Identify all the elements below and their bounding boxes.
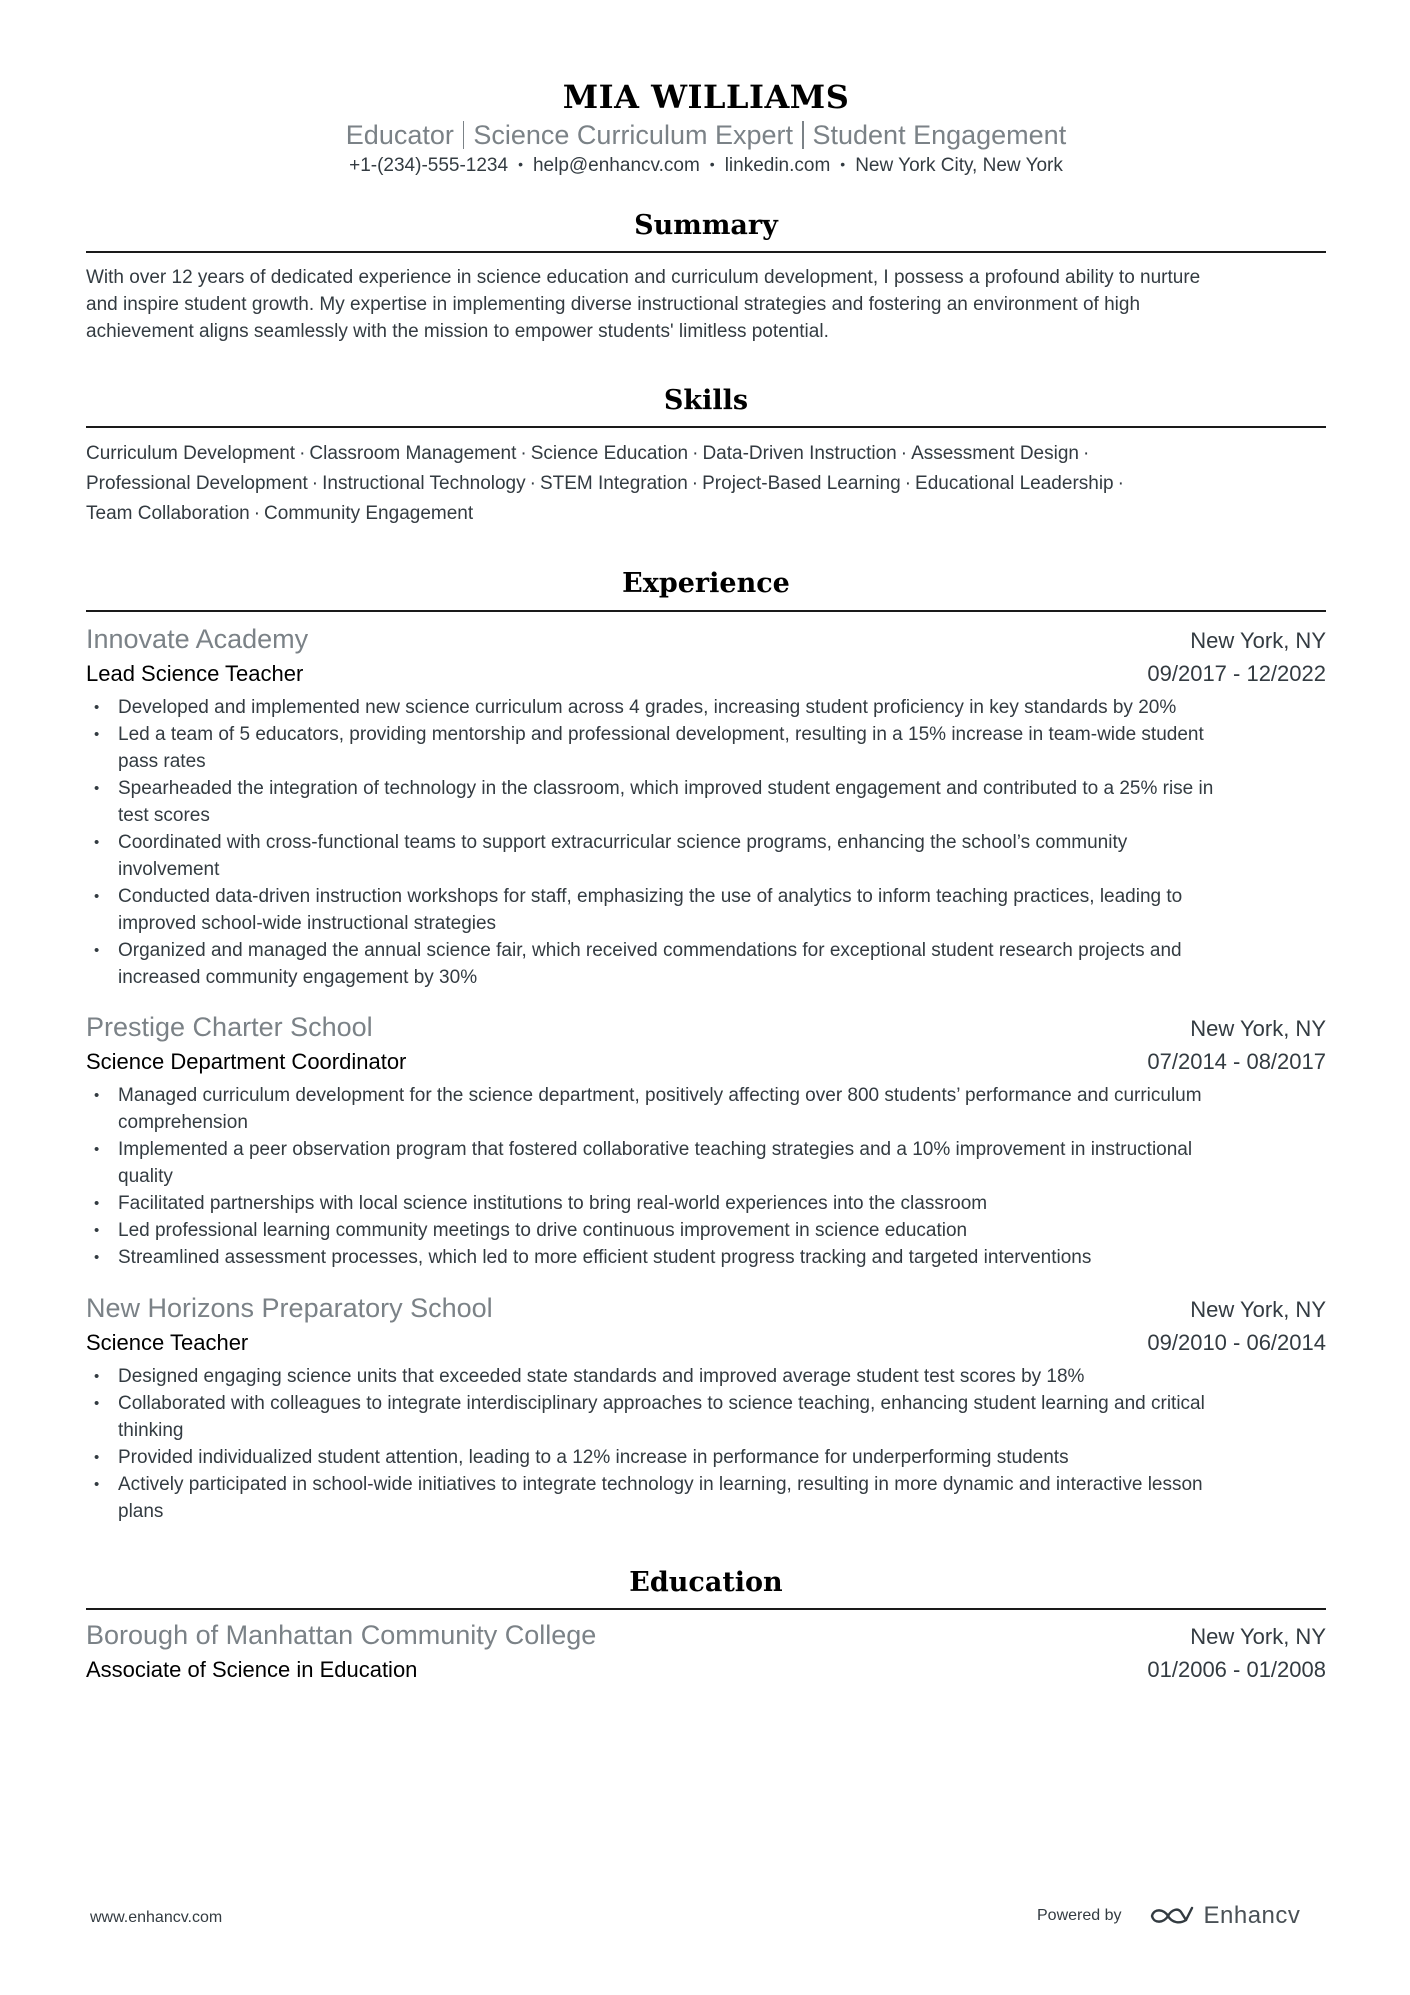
- entry-header: [86, 1010, 1326, 1046]
- skill-item: Project-Based Learning: [702, 473, 901, 494]
- skill-item: Science Education: [530, 443, 689, 464]
- achievement-item: • Actively participated in school-wide initiatives to integrate technology in learning, resulting in more dynamic and interactive lesson plans: [86, 1471, 1326, 1525]
- headline: [86, 118, 1326, 152]
- education-entry: [86, 1618, 1326, 1686]
- bullet-icon: •: [94, 1368, 100, 1385]
- skill-separator: ·: [529, 473, 536, 494]
- institution-name: Borough of Manhattan Community College: [86, 1620, 597, 1650]
- bullet-icon: •: [94, 1141, 100, 1158]
- job-title: Science Teacher: [86, 1330, 249, 1355]
- contact-phone[interactable]: +1-(234)-555-1234: [349, 155, 509, 176]
- section-title-summary: Summary: [634, 210, 778, 241]
- experience-entry: [86, 1291, 1326, 1525]
- entry-dates: 01/2006 - 01/2008: [1147, 1657, 1326, 1682]
- entry-location: New York, NY: [1190, 1016, 1326, 1041]
- entry-dates: 09/2017 - 12/2022: [1147, 661, 1326, 686]
- skills-line: [86, 439, 1326, 469]
- experience-entry: [86, 1010, 1326, 1271]
- section-divider: [86, 1608, 1326, 1610]
- headline-divider: [463, 121, 465, 149]
- entry-location: New York, NY: [1190, 1624, 1326, 1649]
- bullet-icon: •: [94, 834, 100, 851]
- skill-item: Classroom Management: [309, 443, 517, 464]
- section-title-experience: Experience: [622, 568, 790, 599]
- job-title: Science Department Coordinator: [86, 1049, 407, 1074]
- achievement-item: • Provided individualized student attention, leading to a 12% increase in performance for underperforming students: [86, 1444, 1326, 1471]
- contact-location: New York City, New York: [855, 155, 1063, 176]
- headline-item: Educator: [345, 120, 454, 150]
- skill-separator: ·: [311, 473, 319, 494]
- skill-item: Professional Development: [86, 473, 308, 494]
- skill-separator: ·: [299, 443, 306, 464]
- skill-separator: ·: [520, 443, 527, 464]
- skill-item: Data-Driven Instruction: [702, 443, 897, 464]
- contact-info: [86, 152, 1326, 178]
- achievement-item: • Led a team of 5 educators, providing mentorship and professional development, resulting in a 15% increase in team-wide student pass rates: [86, 721, 1326, 775]
- achievement-item: • Implemented a peer observation program that fostered collaborative teaching strategies and a 10% improvement in instructional quality: [86, 1136, 1326, 1190]
- achievement-item: • Managed curriculum development for the science department, positively affecting over 800 students’ performance and curriculum comprehension: [86, 1082, 1326, 1136]
- degree-title: Associate of Science in Education: [86, 1657, 418, 1682]
- footer-website-link[interactable]: www.enhancv.com: [90, 1909, 223, 1926]
- bullet-separator: •: [518, 156, 523, 172]
- entry-subheader: [86, 658, 1326, 690]
- achievement-item: • Collaborated with colleagues to integrate interdisciplinary approaches to science teaching, enhancing student learning and critical thinking: [86, 1390, 1326, 1444]
- summary-line: achievement aligns seamlessly with the mission to empower students' limitless potential.: [86, 321, 829, 342]
- section-divider: [86, 426, 1326, 428]
- bullet-icon: •: [94, 1249, 100, 1266]
- skill-item: Curriculum Development: [86, 443, 296, 464]
- achievement-item: • Conducted data-driven instruction workshops for staff, emphasizing the use of analytics to inform teaching practices, leading to improved school-wide instructional strategies: [86, 883, 1326, 937]
- achievement-list: [86, 1363, 1326, 1525]
- bullet-icon: •: [94, 726, 100, 743]
- entry-subheader: [86, 1654, 1326, 1686]
- section-divider: [86, 251, 1326, 253]
- achievement-item: • Streamlined assessment processes, which led to more efficient student progress tracking and targeted interventions: [86, 1244, 1326, 1271]
- entry-dates: 07/2014 - 08/2017: [1147, 1049, 1326, 1074]
- entry-subheader: [86, 1046, 1326, 1078]
- bullet-icon: •: [94, 1087, 100, 1104]
- achievement-item: • Coordinated with cross-functional teams to support extracurricular science programs, enhancing the school’s community involvement: [86, 829, 1326, 883]
- skill-separator: ·: [253, 503, 261, 524]
- skill-item: Team Collaboration: [86, 503, 250, 524]
- entry-header: [86, 1618, 1326, 1654]
- powered-by-badge[interactable]: [1037, 1902, 1300, 1930]
- achievement-list: [86, 694, 1326, 991]
- section-title-education: Education: [629, 1567, 783, 1598]
- achievement-item: • Developed and implemented new science curriculum across 4 grades, increasing student proficiency in key standards by 20%: [86, 694, 1326, 721]
- contact-linkedin[interactable]: linkedin.com: [724, 155, 831, 176]
- achievement-item: • Led professional learning community meetings to drive continuous improvement in science education: [86, 1217, 1326, 1244]
- summary-line: With over 12 years of dedicated experience in science education and curriculum development, I possess a profound ability to nurture: [86, 267, 1201, 288]
- powered-by-label: Powered by: [1037, 1907, 1122, 1924]
- bullet-icon: •: [94, 1222, 100, 1239]
- entry-dates: 09/2010 - 06/2014: [1147, 1330, 1326, 1355]
- bullet-icon: •: [94, 942, 100, 959]
- organization-name: Innovate Academy: [86, 624, 309, 654]
- skill-separator: ·: [692, 443, 699, 464]
- achievement-item: • Facilitated partnerships with local science institutions to bring real-world experiences into the classroom: [86, 1190, 1326, 1217]
- entry-location: New York, NY: [1190, 1297, 1326, 1322]
- headline-item: Student Engagement: [812, 120, 1067, 150]
- headline-item: Science Curriculum Expert: [473, 120, 793, 150]
- skill-separator: ·: [900, 443, 908, 464]
- summary-text: [86, 264, 1326, 345]
- bullet-icon: •: [94, 1449, 100, 1466]
- entry-location: New York, NY: [1190, 628, 1326, 653]
- skill-item: Educational Leadership: [915, 473, 1114, 494]
- organization-name: New Horizons Preparatory School: [86, 1293, 493, 1323]
- skill-separator: ·: [1117, 473, 1124, 494]
- bullet-icon: •: [94, 699, 100, 716]
- enhancv-logo-icon: [1148, 1904, 1194, 1928]
- bullet-separator: •: [840, 156, 846, 172]
- achievement-item: • Spearheaded the integration of technology in the classroom, which improved student engagement and contributed to a 25% rise in test scores: [86, 775, 1326, 829]
- skill-item: Instructional Technology: [322, 473, 526, 494]
- skills-line: [86, 469, 1326, 499]
- skill-separator: ·: [691, 473, 699, 494]
- achievement-item: • Designed engaging science units that exceeded state standards and improved average student test scores by 18%: [86, 1363, 1326, 1390]
- contact-email[interactable]: help@enhancv.com: [532, 155, 700, 176]
- bullet-icon: •: [94, 1476, 100, 1493]
- entry-header: [86, 622, 1326, 658]
- skill-item: Community Engagement: [264, 503, 474, 524]
- entry-subheader: [86, 1327, 1326, 1359]
- summary-line: and inspire student growth. My expertise in implementing diverse instructional strategies and fostering an environment of high: [86, 294, 1141, 315]
- bullet-icon: •: [94, 1195, 100, 1212]
- experience-entry: [86, 622, 1326, 991]
- section-divider: [86, 610, 1326, 612]
- bullet-icon: •: [94, 888, 100, 905]
- job-title: Lead Science Teacher: [86, 661, 304, 686]
- achievement-item: • Organized and managed the annual science fair, which received commendations for exceptional student research projects and increased community engagement by 30%: [86, 937, 1326, 991]
- skill-separator: ·: [904, 473, 912, 494]
- bullet-separator: •: [709, 156, 715, 172]
- achievement-list: [86, 1082, 1326, 1271]
- skill-item: STEM Integration: [539, 473, 688, 494]
- bullet-icon: •: [94, 1395, 100, 1412]
- entry-header: [86, 1291, 1326, 1327]
- headline-divider: [802, 121, 804, 149]
- organization-name: Prestige Charter School: [86, 1012, 373, 1042]
- candidate-name: MIA WILLIAMS: [562, 78, 850, 116]
- skills-line: [86, 499, 1326, 529]
- skills-list: [86, 439, 1326, 529]
- skill-separator: ·: [1082, 443, 1090, 464]
- bullet-icon: •: [94, 780, 100, 797]
- enhancv-brand-name: Enhancv: [1203, 1902, 1301, 1929]
- section-title-skills: Skills: [663, 385, 749, 416]
- skill-item: Assessment Design: [911, 443, 1079, 464]
